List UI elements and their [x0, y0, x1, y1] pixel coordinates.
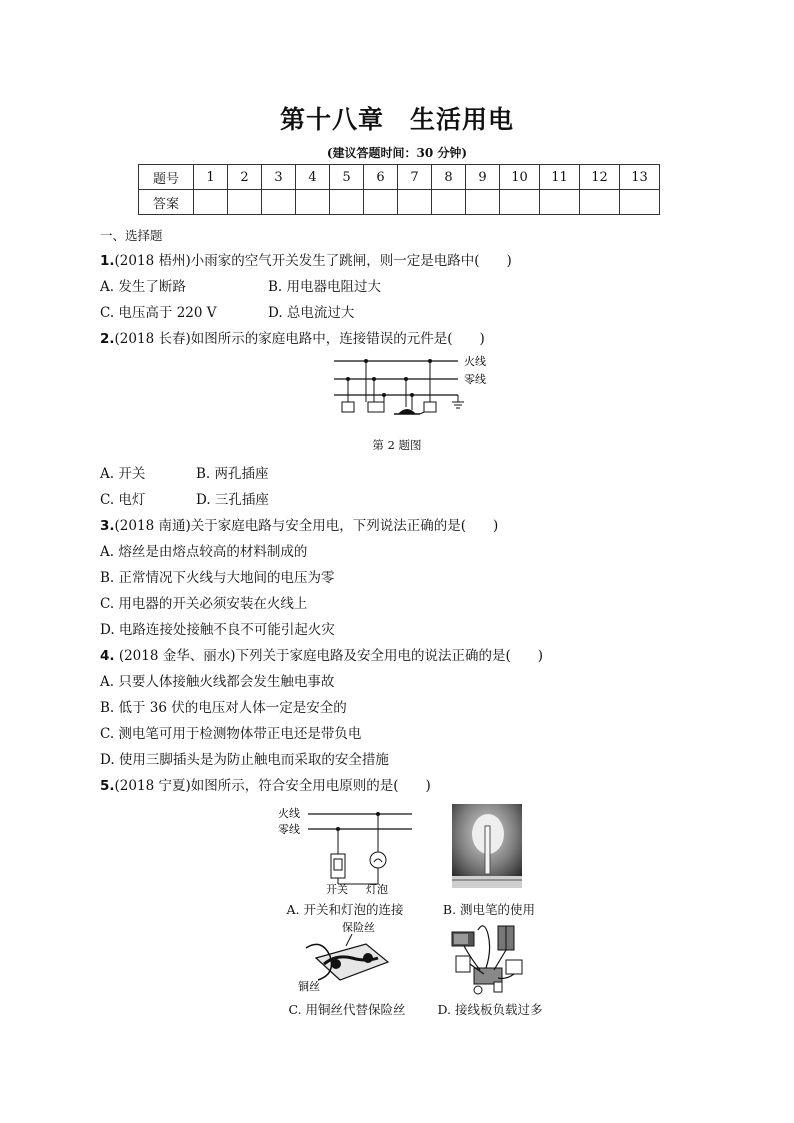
answer-cell[interactable]: [262, 190, 296, 215]
test-pen-icon: [485, 826, 490, 874]
answer-cell[interactable]: [580, 190, 620, 215]
two-hole-socket-icon: [342, 402, 354, 412]
question-stem: (2018 金华、丽水)下列关于家庭电路及安全用电的说法正确的是( ): [114, 648, 544, 664]
answer-cell[interactable]: [466, 190, 500, 215]
question-4: [100, 644, 543, 664]
live-wire-label: 火线: [278, 807, 300, 820]
option-c: C. 测电笔可用于检测物体带正电还是带负电: [100, 726, 362, 742]
option-d: D. 电路连接处接触不良不可能引起火灾: [100, 622, 335, 638]
table-cell: 4: [296, 165, 330, 190]
question-3: [100, 514, 498, 534]
three-hole-socket-icon: [368, 402, 384, 412]
answer-cell[interactable]: [500, 190, 540, 215]
answer-cell[interactable]: [540, 190, 580, 215]
caption-b: B. 测电笔的使用: [442, 902, 536, 917]
question-number: 1.: [100, 253, 115, 269]
live-wire-label: 火线: [464, 355, 486, 368]
option-c: C. 电压高于 220 V: [100, 305, 217, 321]
appliance-icon: [506, 960, 522, 974]
fuse-label: 保险丝: [342, 921, 375, 934]
row-label-answer: 答案: [139, 190, 194, 215]
question-number: 5.: [100, 778, 115, 794]
page-title: 第十八章 生活用电: [279, 105, 514, 134]
table-cell: 9: [466, 165, 500, 190]
answer-cell[interactable]: [364, 190, 398, 215]
figure-caption: 第 2 题图: [372, 438, 422, 452]
option-b: B. 用电器电阻过大: [268, 279, 382, 295]
neutral-wire-label: 零线: [278, 823, 300, 836]
option-a: A. 开关: [100, 466, 146, 482]
option-c: C. 用电器的开关必须安装在火线上: [100, 596, 308, 612]
figure-d-overloaded-strip: [448, 920, 530, 996]
answer-cell[interactable]: [296, 190, 330, 215]
answer-table-number-row: [139, 165, 660, 190]
table-cell: 12: [580, 165, 620, 190]
question-stem: (2018 梧州)小雨家的空气开关发生了跳闸，则一定是电路中( ): [114, 253, 512, 269]
answer-table-answer-row: [139, 190, 660, 215]
table-cell: 13: [620, 165, 660, 190]
copper-label: 铜丝: [298, 980, 320, 993]
caption-c: C. 用铜丝代替保险丝: [288, 1002, 406, 1017]
option-b: B. 正常情况下火线与大地间的电压为零: [100, 570, 335, 586]
caption-d: D. 接线板负载过多: [437, 1002, 543, 1017]
question-number: 3.: [100, 518, 115, 534]
option-b: B. 低于 36 伏的电压对人体一定是安全的: [100, 700, 347, 716]
option-d: D. 三孔插座: [196, 492, 269, 508]
answer-cell[interactable]: [228, 190, 262, 215]
row-label-number: 题号: [139, 165, 194, 190]
table-cell: 2: [228, 165, 262, 190]
question-stem: (2018 南通)关于家庭电路与安全用电，下列说法正确的是( ): [114, 518, 499, 534]
option-d: D. 总电流过大: [268, 305, 355, 321]
table-cell: 1: [194, 165, 228, 190]
table-cell: 11: [540, 165, 580, 190]
option-a: A. 发生了断路: [100, 279, 186, 295]
figure-c-copper-fuse: [296, 918, 406, 998]
section-heading: 一、选择题: [100, 228, 163, 243]
option-d: D. 使用三脚插头是为防止触电而采取的安全措施: [100, 752, 389, 768]
figure-b-test-pen-photo: [452, 804, 522, 888]
table-cell: 7: [398, 165, 432, 190]
question-2: [100, 327, 485, 347]
option-a: A. 熔丝是由熔点较高的材料制成的: [100, 544, 308, 560]
appliance-icon: [456, 956, 470, 972]
caption-a: A. 开关和灯泡的连接: [286, 902, 404, 917]
table-cell: 8: [432, 165, 466, 190]
switch-label: 开关: [326, 883, 348, 896]
answer-cell[interactable]: [432, 190, 466, 215]
figure-a-switch-bulb: [276, 804, 416, 898]
option-a: A. 只要人体接触火线都会发生触电事故: [100, 674, 335, 690]
neutral-wire-label: 零线: [464, 373, 486, 386]
answer-cell[interactable]: [194, 190, 228, 215]
suggested-time: (建议答题时间：30 分钟): [326, 146, 468, 160]
question-stem: (2018 长春)如图所示的家庭电路中，连接错误的元件是( ): [114, 331, 485, 347]
answer-cell[interactable]: [620, 190, 660, 215]
table-cell: 3: [262, 165, 296, 190]
answer-cell[interactable]: [330, 190, 364, 215]
switch-icon: [424, 402, 436, 412]
question-stem: (2018 宁夏)如图所示，符合安全用电原则的是( ): [114, 778, 431, 794]
table-cell: 6: [364, 165, 398, 190]
answer-table: [138, 164, 660, 215]
table-cell: 5: [330, 165, 364, 190]
question-number: 2.: [100, 331, 115, 347]
bulb-icon: [370, 852, 386, 868]
option-c: C. 电灯: [100, 492, 146, 508]
option-b: B. 两孔插座: [196, 466, 269, 482]
table-cell: 10: [500, 165, 540, 190]
question-5: [100, 774, 431, 794]
question-1: [100, 249, 512, 269]
switch-icon: [331, 854, 345, 878]
bulb-label: 灯泡: [366, 883, 388, 896]
answer-cell[interactable]: [398, 190, 432, 215]
question-number: 4.: [100, 648, 115, 664]
household-circuit-figure: [330, 352, 500, 430]
